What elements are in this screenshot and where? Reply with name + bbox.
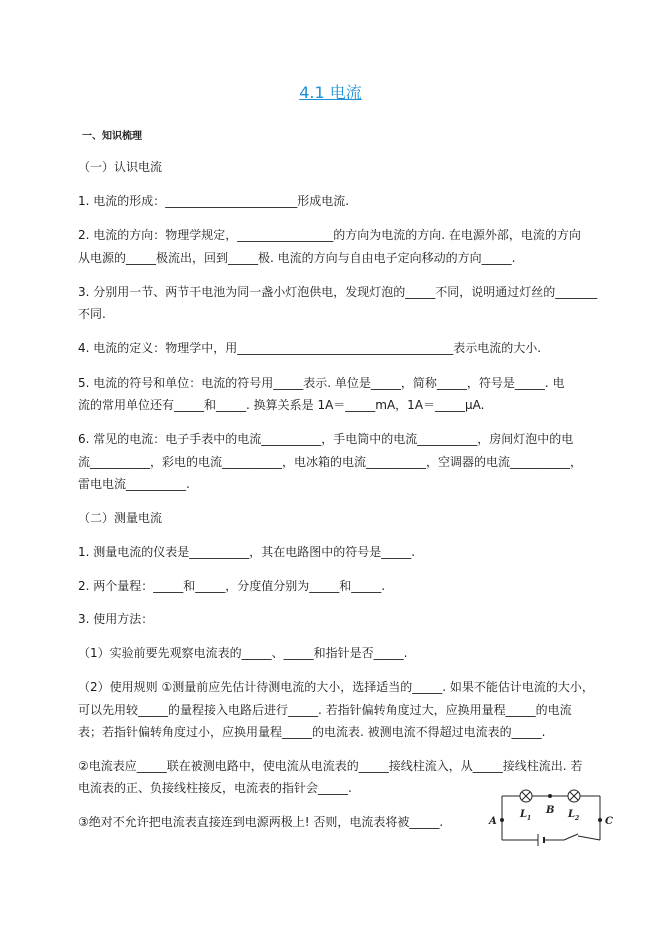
text-line: 不同. xyxy=(78,307,106,321)
text-line: 1. 测量电流的仪表是__________，其在电路图中的符号是_____. xyxy=(78,545,416,559)
text-line: 3. 分别用一节、两节干电池为同一盏小灯泡供电，发现灯泡的_____不同，说明通过灯丝的_______ xyxy=(78,285,598,299)
text-line: ②电流表应_____联在被测电路中，使电流从电流表的_____接线柱流入，从_____接线柱流出. 若 xyxy=(78,759,583,773)
page-title: 4.1 电流 xyxy=(299,83,362,102)
label-l1-sub: 1 xyxy=(527,815,532,822)
text-line: 电流表的正、负接线柱接反，电流表的指针会_____. xyxy=(78,781,352,795)
text-line: （2）使用规则 ①测量前应先估计待测电流的大小，选择适当的_____. 如果不能估计电流的大小， xyxy=(78,680,594,694)
text-line: 从电源的_____极流出，回到_____极. 电流的方向与自由电子定向移动的方向_____. xyxy=(78,251,516,265)
subsection-title: （二）测量电流 xyxy=(78,511,163,525)
node-b-dot xyxy=(548,794,552,798)
label-l2: L xyxy=(568,809,576,820)
label-c: C xyxy=(605,816,613,827)
text-line: 雷电电流__________. xyxy=(78,477,190,491)
text-line: 2. 电流的方向：物理学规定，________________的方向为电流的方向. 在电源外部，电流的方向 xyxy=(78,228,581,242)
label-a: A xyxy=(489,816,497,827)
subsection-title: （一）认识电流 xyxy=(78,160,163,174)
node-c-dot xyxy=(598,818,602,822)
circuit-diagram xyxy=(486,784,616,848)
text-line: ③绝对不允许把电流表直接连到电源两极上! 否则，电流表将被_____. xyxy=(78,815,444,829)
label-b: B xyxy=(546,805,555,816)
text-line: 流__________，彩电的电流__________，电冰箱的电流__________，空调器的电流__________， xyxy=(78,455,583,469)
text-line: 2. 两个量程：_____和_____，分度值分别为_____和_____. xyxy=(78,579,386,593)
node-a-dot xyxy=(500,818,504,822)
text-line: 4. 电流的定义：物理学中，用____________________________________表示电流的大小. xyxy=(78,341,542,355)
text-line: 3. 使用方法： xyxy=(78,612,154,626)
section-heading: 一、知识梳理 xyxy=(82,131,142,142)
text-line: 1. 电流的形成：______________________形成电流. xyxy=(78,194,350,208)
text-line: 5. 电流的符号和单位：电流的符号用_____表示. 单位是_____，简称_____，符号是_____. 电 xyxy=(78,376,565,390)
text-line: 流的常用单位还有_____和_____. 换算关系是 1A＝_____mA，1A＝_____μA. xyxy=(78,398,485,412)
label-l2-sub: 2 xyxy=(575,815,580,822)
text-line: （1）实验前要先观察电流表的_____、_____和指针是否_____. xyxy=(78,646,408,660)
label-l1: L xyxy=(520,809,528,820)
text-line: 表；若指针偏转角度过小，应换用量程_____的电流表. 被测电流不得超过电流表的_____. xyxy=(78,725,546,739)
text-line: 6. 常见的电流：电子手表中的电流__________，手电筒中的电流__________，房间灯泡中的电 xyxy=(78,432,574,446)
text-line: 可以先用较_____的量程接入电路后进行_____. 若指针偏转角度过大，应换用量程_____的电流 xyxy=(78,703,572,717)
